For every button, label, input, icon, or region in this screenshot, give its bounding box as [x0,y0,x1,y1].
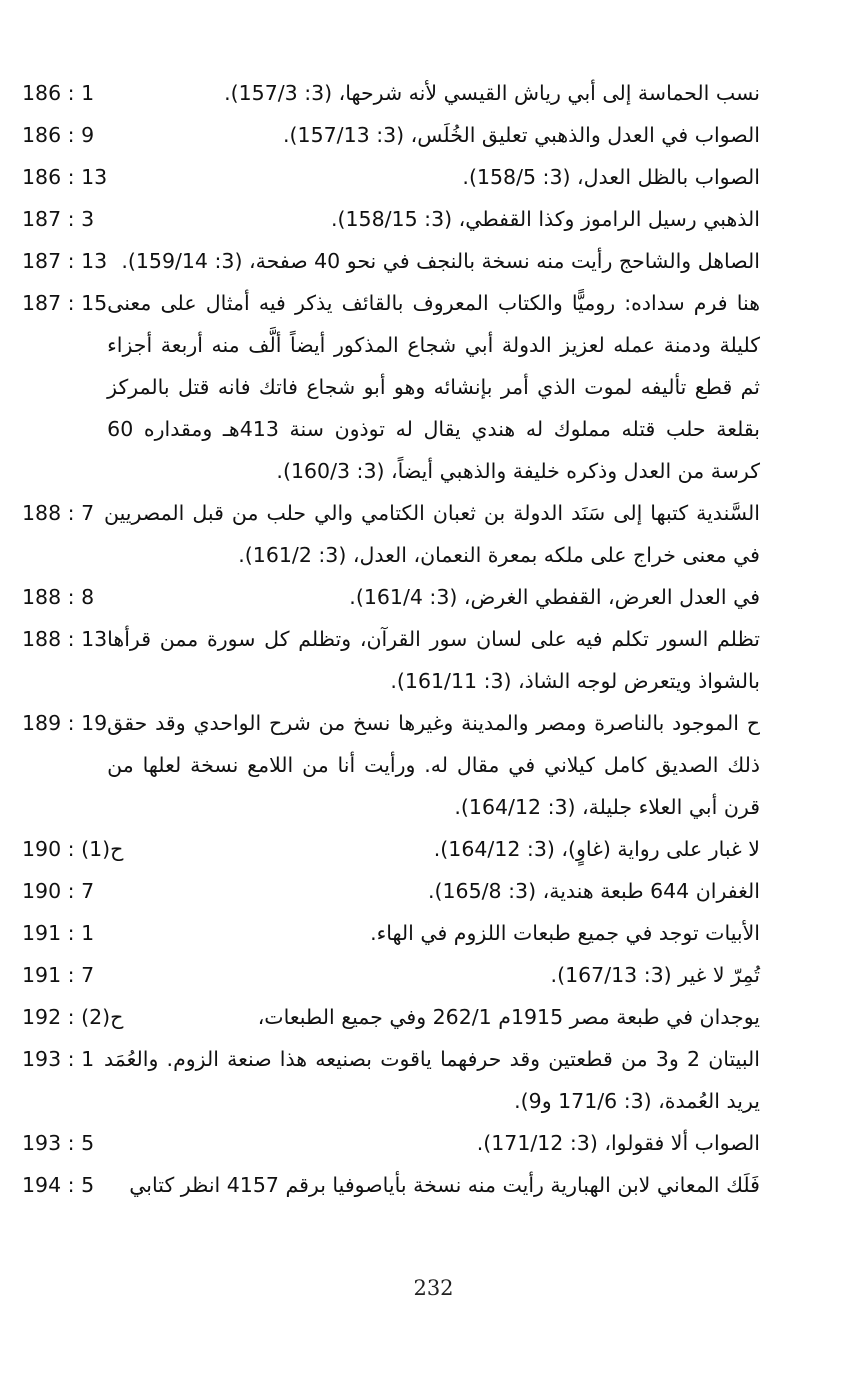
entry [22,198,764,240]
entry-reference: 192 : ح(2) [22,1005,124,1029]
entry-text: فَلَك المعاني لابن الهبارية رأيت منه نسخة بأياصوفيا برقم 4157 انظر كتابي [129,1173,760,1197]
entry [22,114,764,156]
entry [22,156,764,198]
entry-text: الصاهل والشاحج رأيت منه نسخة بالنجف في نحو 40 صفحة، (3: 159/14). [121,249,760,273]
entry-reference: 186 : 9 [22,123,95,147]
entry-text: الصواب في العدل والذهبي تعليق الخُلَس، (3: 157/13). [283,123,760,147]
entry [22,870,764,912]
entry-text: الصواب ألا فقولوا، (3: 171/12). [476,1131,760,1155]
entry [22,240,764,282]
entry-text: لا غبار على رواية (غاوٍ)، (3: 164/12). [433,837,760,861]
entry-text: هنا فرم سداده: روميًّا والكتاب المعروف بالقائف يذكر فيه أمثال على معنى كليلة ودمنة عمله لعزيز الدولة أبي شجاع المذكور أيضاً ألَّف منه أربعة أجزاء ثم قطع تأليفه لموت الذي أمر بإنشائه وهو أبو شجاع فاتك فانه قتل بالمركز بقلعة حلب قتله مملوك له هندي يقال له توذون سنة 413هـ ومقداره 60 كرسة من العدل وذكره خليفة والذهبي أيضاً، (3: 160/3). [107,291,760,483]
entry [22,1038,764,1122]
entry-reference: 190 : ح(1) [22,837,124,861]
entry [22,576,764,618]
entry-reference: 188 : 8 [22,585,95,609]
entry-reference: 187 : 3 [22,207,95,231]
entry-reference: 186 : 13 [22,165,108,189]
entry-reference: 187 : 13 [22,249,108,273]
index-entries [22,72,764,1206]
entry-text: البيتان 2 و3 من قطعتين وقد حرفهما ياقوت بصنيعه هذا صنعة الزوم. والعُمَد يريد العُمدة، (3: 171/6 و9). [104,1047,760,1113]
entry [22,492,764,576]
entry-text: الأبيات توجد في جميع طبعات اللزوم في الهاء. [370,921,760,945]
entry [22,954,764,996]
entry-reference: 188 : 7 [22,501,95,525]
entry-reference: 191 : 1 [22,921,95,945]
page-number: 232 [413,1276,454,1300]
entry-text: يوجدان في طبعة مصر 1915م 262/1 وفي جميع الطبعات، [257,1005,760,1029]
entry [22,912,764,954]
entry-text: تظلم السور تكلم فيه على لسان سور القرآن، وتظلم كل سورة ممن قرأها بالشواذ ويتعرض لوجه الشاذ، (3: 161/11). [107,627,760,693]
entry [22,72,764,114]
entry-reference: 194 : 5 [22,1173,95,1197]
entry-text: الغفران 644 طبعة هندية، (3: 165/8). [428,879,760,903]
entry-reference: 193 : 1 [22,1047,95,1071]
entry [22,1164,764,1206]
entry [22,1122,764,1164]
entry [22,996,764,1038]
entry-reference: 189 : 19 [22,711,108,735]
entry-text: السَّندية كتبها إلى سَنَد الدولة بن ثعبان الكتامي والي حلب من قبل المصريين في معنى خراج على ملكه بمعرة النعمان، العدل، (3: 161/2). [104,501,760,567]
entry [22,828,764,870]
entry-text: ح الموجود بالناصرة ومصر والمدينة وغيرها نسخ من شرح الواحدي وقد حقق ذلك الصديق كامل كيلاني في مقال له. ورأيت أنا من اللامع نسخة لعلها من قرن أبي العلاء جليلة، (3: 164/12). [107,711,760,819]
entry-text: في العدل العرض، القفطي الغرض، (3: 161/4). [349,585,760,609]
entry-reference: 186 : 1 [22,81,95,105]
entry-text: نسب الحماسة إلى أبي رياش القيسي لأنه شرحها، (3: 157/3). [224,81,760,105]
entry-text: الصواب بالظل العدل، (3: 158/5). [462,165,760,189]
entry [22,702,764,828]
entry-text: تُمِرّ لا غير (3: 167/13). [550,963,760,987]
entry-reference: 191 : 7 [22,963,95,987]
entry-text: الذهبي رسيل الراموز وكذا القفطي، (3: 158/15). [330,207,760,231]
entry-reference: 188 : 13 [22,627,108,651]
entry [22,282,764,492]
entry-reference: 193 : 5 [22,1131,95,1155]
entry-reference: 190 : 7 [22,879,95,903]
entry-reference: 187 : 15 [22,291,108,315]
entry [22,618,764,702]
